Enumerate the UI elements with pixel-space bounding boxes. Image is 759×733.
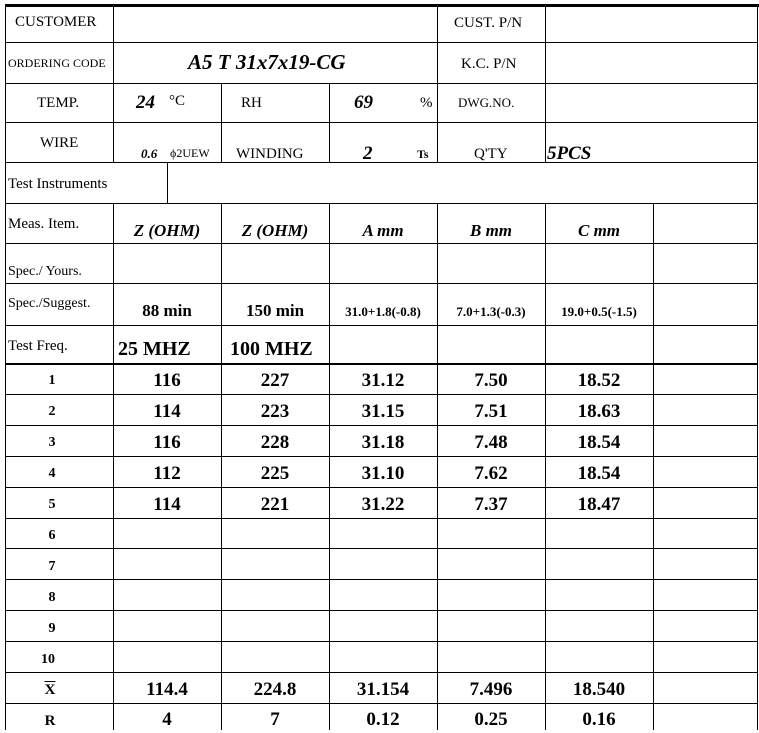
test-instruments-label: Test Instruments (8, 176, 108, 192)
row-1-z2: 227 (260, 370, 290, 391)
freq-1: 25 MHZ (118, 338, 191, 360)
row-5-a: 31.22 (361, 494, 405, 515)
row-4-z1: 112 (153, 463, 181, 484)
row-4-z2: 225 (260, 463, 290, 484)
row-3-c: 18.54 (577, 432, 621, 453)
suggest-z2: 150 min (245, 301, 305, 320)
rh-label: RH (241, 95, 262, 111)
dwg-no-label: DWG.NO. (458, 95, 515, 110)
rh-unit: % (420, 95, 433, 111)
suggest-a: 31.0+1.8(-0.8) (345, 304, 421, 319)
mean-c: 18.540 (572, 679, 626, 700)
meas-item-label: Meas. Item. (8, 216, 80, 232)
row-3-b: 7.48 (474, 432, 508, 453)
row-8-number: 8 (48, 590, 56, 605)
spec-suggest-label: Spec./Suggest. (8, 296, 91, 311)
wire-label: WIRE (40, 135, 79, 151)
meas-item-a: A mm (362, 221, 404, 240)
suggest-z1: 88 min (142, 301, 192, 320)
row-1-b: 7.50 (474, 370, 508, 391)
ordering-code-value: A5 T 31x7x19-CG (188, 50, 346, 74)
wire-unit: ϕ2UEW (170, 146, 210, 160)
row-2-b: 7.51 (474, 401, 508, 422)
row-5-z1: 114 (153, 494, 181, 515)
mean-a: 31.154 (356, 679, 410, 700)
mean-z1: 114.4 (146, 679, 188, 700)
row-2-c: 18.63 (577, 401, 621, 422)
rh-value: 69 (354, 92, 373, 113)
row-7-number: 7 (48, 559, 56, 574)
row-4-c: 18.54 (577, 463, 621, 484)
row-3-z1: 116 (153, 432, 181, 453)
row-9-number: 9 (48, 621, 56, 636)
range-c: 0.16 (582, 709, 616, 730)
row-5-number: 5 (48, 497, 56, 512)
customer-label: CUSTOMER (15, 14, 97, 30)
row-2-number: 2 (48, 404, 56, 419)
wire-value: 0.6 (141, 146, 158, 161)
row-2-z2: 223 (260, 401, 290, 422)
row-3-number: 3 (48, 435, 56, 450)
spec-yours-label: Spec./ Yours. (8, 264, 82, 279)
row-1-a: 31.12 (361, 370, 405, 391)
row-4-b: 7.62 (474, 463, 508, 484)
row-3-z2: 228 (260, 432, 290, 453)
meas-item-b: B mm (469, 221, 513, 240)
qty-label: Q'TY (474, 146, 508, 162)
mean-label: $\overline{X}$ (44, 682, 56, 698)
row-4-number: 4 (48, 466, 56, 481)
suggest-c: 19.0+0.5(-1.5) (561, 304, 637, 319)
row-2-z1: 114 (153, 401, 181, 422)
row-3-a: 31.18 (361, 432, 405, 453)
row-5-z2: 221 (260, 494, 290, 515)
cust-pn-label: CUST. P/N (454, 15, 523, 31)
row-2-a: 31.15 (361, 401, 405, 422)
test-freq-label: Test Freq. (8, 338, 68, 354)
range-z1: 4 (162, 709, 172, 730)
mean-z2: 224.8 (253, 679, 297, 700)
winding-unit: Ts (417, 147, 429, 161)
row-10-number: 10 (41, 652, 55, 667)
winding-value: 2 (363, 143, 373, 164)
meas-item-z1: Z (OHM) (133, 221, 201, 240)
row-5-c: 18.47 (577, 494, 621, 515)
ordering-code-label: ORDERING CODE (8, 56, 106, 70)
range-z2: 7 (270, 709, 280, 730)
range-a: 0.12 (366, 709, 400, 730)
row-4-a: 31.10 (361, 463, 405, 484)
meas-item-z2: Z (OHM) (241, 221, 309, 240)
row-1-c: 18.52 (577, 370, 621, 391)
qty-value: 5PCS (547, 143, 592, 164)
temp-value: 24 (136, 92, 155, 113)
freq-2: 100 MHZ (230, 338, 313, 360)
row-5-b: 7.37 (474, 494, 508, 515)
winding-label: WINDING (236, 146, 304, 162)
range-b: 0.25 (474, 709, 508, 730)
row-1-number: 1 (48, 373, 56, 388)
row-6-number: 6 (48, 528, 56, 543)
suggest-b: 7.0+1.3(-0.3) (456, 304, 526, 319)
mean-b: 7.496 (469, 679, 513, 700)
kc-pn-label: K.C. P/N (461, 56, 517, 72)
row-1-z1: 116 (153, 370, 181, 391)
temp-label: TEMP. (37, 95, 80, 111)
meas-item-c: C mm (577, 221, 621, 240)
temp-unit: °C (169, 93, 186, 109)
range-label: R (44, 713, 56, 729)
